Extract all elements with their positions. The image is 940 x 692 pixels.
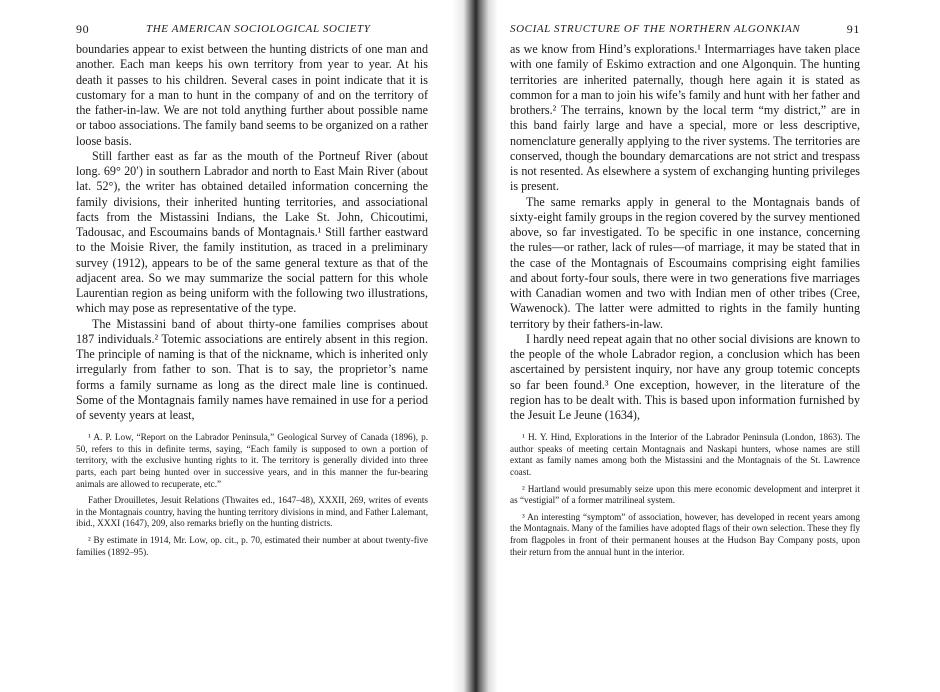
footnote: ³ An interesting “symptom” of association, however, has developed in recent years among the Montagnais. Many of the families have adopted flags of their own selection. These they fly from flagpoles in front of their permanent houses at the Hudson Bay Company posts, upon their return from the annual hunt in the interior. (510, 511, 860, 557)
right-page-number: 91 (846, 22, 860, 36)
footnote: ¹ H. Y. Hind, Explorations in the Interior of the Labrador Peninsula (London, 1863). The author speaks of meeting certain Montagnais and Naskapi hunters, whose names are still extant as family names among both the Mistassini and the Montagnais of the St. Lawrence coast. (510, 432, 860, 478)
left-footnotes (76, 432, 428, 558)
right-footnotes (510, 432, 860, 558)
footnote: ² By estimate in 1914, Mr. Low, op. cit., p. 70, estimated their number at about twenty-five families (1892–95). (76, 535, 428, 557)
paragraph: as we know from Hind’s explorations.¹ Intermarriages have taken place with one family of Eskimo extraction and one Algonquin. The hunting territories are inherited paternally, though here again it is stated as common for a man to join his wife’s family and hunt with her father and brothers.² The terrains, known by the local term “my district,” are in this band fairly large and have a special, more or less descriptive, nomenclature generally applying to the river systems. The territories are conserved, though the boundary demarcations are not strict and trespass is not resented. As elsewhere a system of exchanging hunting privileges is present. (510, 42, 860, 194)
footnote: Father Drouilletes, Jesuit Relations (Thwaites ed., 1647–48), XXXII, 269, writes of events in the Montagnais country, having the hunting territory divisions in mind, and Father Lalemant, ibid., XXXI (1647), 209, also remarks briefly on the hunting districts. (76, 495, 428, 529)
book-gutter (452, 0, 498, 692)
footnote: ² Hartland would presumably seize upon this mere economic development and interpret it as “vestigial” of a former matrilineal system. (510, 483, 860, 506)
paragraph: The same remarks apply in general to the Montagnais bands of sixty-eight family groups in the region covered by the survey mentioned above, so far investigated. To be specific in one instance, concerning the rules—or rather, lack of rules—of marriage, it may be stated that in the case of the Montagnais of Escoumains comprising eight families and about forty-four souls, there were in two generations five marriages with Canadian women and two with Indian men of other tribes (Cree, Wawenock). The latter were admitted to rights in the family hunting territory by their fathers-in-law. (510, 194, 860, 331)
left-page-body (76, 42, 428, 423)
right-page (510, 22, 860, 563)
paragraph: I hardly need repeat again that no other social divisions are known to the people of the whole Labrador region, a conclusion which has been ascertained by persistent inquiry, nor have any group totemic concepts so far been found.³ One exception, however, in the literature of the region has to be dealt with. This is based upon information furnished by the Jesuit Le Jeune (1634), (510, 331, 860, 422)
right-page-body (510, 42, 860, 423)
left-page-header (76, 22, 428, 42)
paragraph: The Mistassini band of about thirty-one families comprises about 187 individuals.² Totemic associations are entirely absent in this region. The principle of naming is that of the nickname, which is inherited only irregularly from father to son. That is to say, the proprietor’s name forms a family surname as long as the direct male line is continued. Some of the Montagnais family names have remained in use for a period of seventy years at least, (76, 316, 428, 422)
left-page-number: 90 (76, 22, 90, 36)
left-page (76, 22, 428, 563)
right-page-header (510, 22, 860, 42)
left-running-head: THE AMERICAN SOCIOLOGICAL SOCIETY (146, 23, 371, 35)
paragraph: Still farther east as far as the mouth of the Portneuf River (about long. 69° 20′) in southern Labrador and north to East Main River (about lat. 52°), the writer has obtained detailed information concerning the family divisions, their inherited hunting territories, and associational facts from the Mistassini Indians, the Lake St. John, Chicoutimi, Tadousac, and Escoumains bands of Montagnais.¹ Still farther eastward to the Moisie River, the family institution, as traced in a preliminary survey (1912), appears to be of the same general texture as that of the adjacent area. So we may summarize the social pattern for this whole Laurentian region as being uniform with the following two illustrations, which may pose as representative of the type. (76, 148, 428, 316)
paragraph: boundaries appear to exist between the hunting districts of one man and another. Each man keeps his own territory from year to year. At his death it passes to his children. Several cases in point indicate that it is customary for a man to hunt in the company of and on the territory of the father-in-law. We are not told anything further about possible name or taboo associations. The family band seems to be organized on a rather loose basis. (76, 42, 428, 148)
footnote: ¹ A. P. Low, “Report on the Labrador Peninsula,” Geological Survey of Canada (1896), p. 50, refers to this in definite terms, saying, “Each family is supposed to own a portion of territory, with the exclusive hunting rights to it. The territory is generally divided into three parts, each part being hunted over in successive years, and in this manner the fur-bearing animals are allowed to recuperate, etc.” (76, 432, 428, 489)
right-running-head: SOCIAL STRUCTURE OF THE NORTHERN ALGONKIAN (510, 23, 801, 35)
